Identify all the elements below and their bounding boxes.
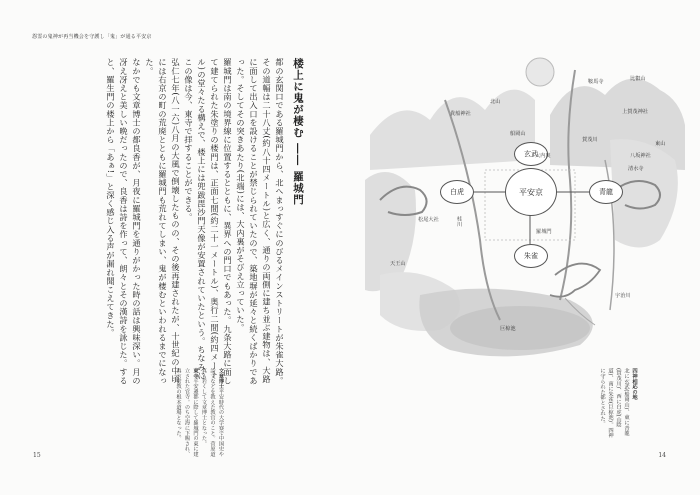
place-label: 大内裏	[535, 153, 551, 159]
map-caption	[588, 368, 638, 438]
page-number-right: 14	[658, 452, 666, 459]
body-paragraph: 弘仁七年(八一六)八月の大風で倒壊したものの、その後再建されたが、十世紀の中頃には右京の町の荒廃とともに羅城門も荒れてしまい、鬼が棲むといわれるまでになった。	[145, 58, 181, 385]
place-label: 賀茂川	[582, 137, 598, 143]
place-label: 宇治川	[615, 293, 631, 299]
map-node-genbu: 玄武	[514, 142, 548, 166]
footnote-term: 東寺	[192, 368, 199, 379]
map-node-byakko: 白虎	[440, 180, 474, 204]
right-page	[350, 0, 700, 495]
body-paragraph: 羅城門は南の境界線に位置するとともに、異界への門口でもあった。九条大路に面して建てられた朱塗りの楼門は、正面七間(約二十一メートル)、奥行二間(約四メートル)の堂々たる構えで、楼上には兜跋毘沙門天像が安置されていたという。ちなみにこの像は今、東寺で拝することができる。	[184, 58, 233, 385]
section-title: 楼上に鬼が棲む ―― 羅城門	[292, 58, 304, 206]
place-label: 北山	[490, 99, 501, 105]
place-label: 天王山	[390, 261, 406, 267]
caption-text: 北に玄武(船岡山)、東に青龍(賀茂川)、西に白虎(山陰道)、南に朱雀(巨椋池)。四神に守られた都とされた。	[599, 368, 629, 438]
four-gods-map	[360, 40, 690, 370]
place-label: 松尾大社	[418, 217, 439, 223]
place-label: 上賀茂神社	[622, 109, 648, 115]
place-label: 巨椋池	[500, 326, 516, 332]
page-number-left: 15	[33, 452, 41, 459]
body-paragraph: 都の玄関口である羅城門から、北へまっすぐにのびるメインストリートが朱雀大路。その道幅は二十八丈(約八十四メートル)と広く、通りの両側に建ち並ぶ建物は、大路に面して出入口を設けることが禁じられていたので、築地塀が延々と続くばかりであった。そしてその突きあたり(北端)には、大内裏がそびえ立っていた。	[236, 58, 285, 385]
caption-title: 四神相応の地	[631, 368, 637, 400]
place-label: 羅城門	[536, 229, 552, 235]
place-label: 比叡山	[630, 76, 646, 82]
footnote	[200, 368, 226, 460]
body-text	[31, 58, 286, 388]
place-label: 貴船神社	[450, 111, 471, 117]
footnote-term: 文章博士	[218, 368, 224, 389]
footnote-text: 平安遷都に際して羅城門の東に建立された官寺。のち空海に下賜され、真言密教の根本道場となった。	[175, 368, 199, 457]
map-node-suzaku: 朱雀	[514, 244, 548, 268]
place-label: 鞍馬寺	[588, 79, 604, 85]
map-node-heiankyo: 平安京	[505, 168, 557, 216]
place-label: 桂川	[456, 216, 462, 227]
place-label: 東山	[655, 141, 666, 147]
place-label: 船岡山	[510, 131, 526, 137]
footnote	[174, 368, 200, 460]
footnote-text: 平安時代の大学寮で中国史や詩文などを教えた教官のこと。菅原道真も若くして文章博士となった。	[201, 368, 224, 457]
running-head: 怨霊の鬼神が再当機会を守護し「鬼」が通る平安京	[32, 34, 152, 40]
place-label: 清水寺	[628, 166, 644, 172]
map-node-seiryu: 青龍	[589, 180, 623, 204]
footnotes	[35, 368, 225, 460]
place-label: 八坂神社	[630, 153, 651, 159]
body-paragraph: なかでも文章博士の都良香が、月夜に羅城門を通りがかった時の話は興味深い。月の冴え冴えと美しい晩だったので、良香は詩を作って、朗々とその漢詩を詠じた。すると、羅生門の楼上から「あぁ!」と深く感じ入る声が漏れ聞こえてきた。	[106, 58, 142, 385]
